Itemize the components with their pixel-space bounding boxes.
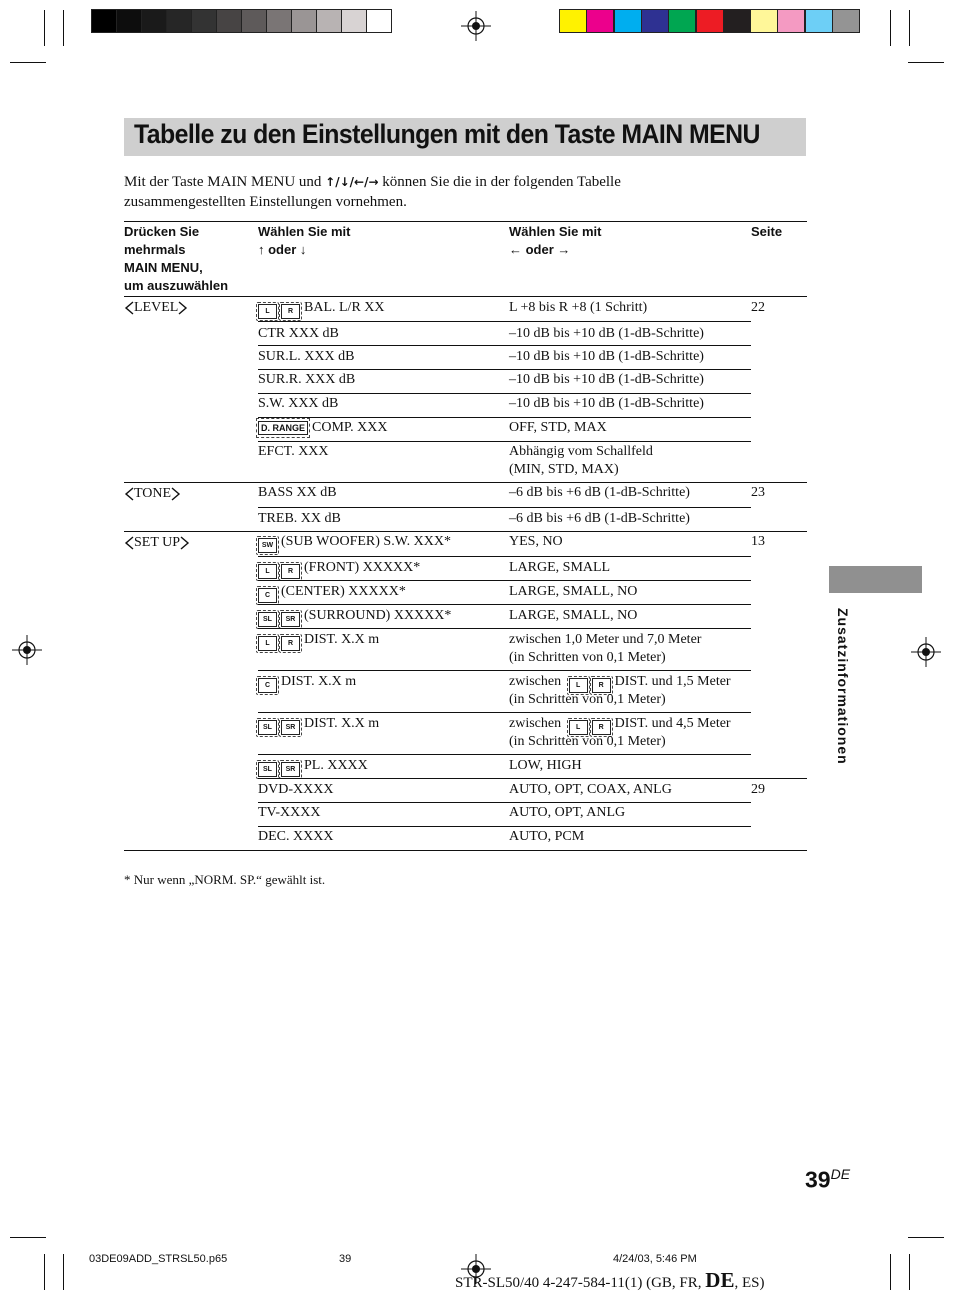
speaker-r-icon: R (592, 678, 611, 693)
table-row (258, 757, 368, 777)
row-rule (258, 628, 751, 629)
chevron-left-icon (124, 301, 134, 315)
speaker-c-icon: C (258, 678, 277, 693)
footer-file: 03DE09ADD_STRSL50.p65 (89, 1253, 228, 1265)
speaker-sr-icon: SR (281, 612, 300, 627)
header-line: mehrmals (124, 242, 186, 257)
group-tone (124, 485, 181, 503)
speaker-sl-icon: SL (258, 720, 277, 735)
setting-label: SUR.R. XXX dB (258, 372, 356, 387)
value-text: AUTO, PCM (509, 829, 585, 844)
row-rule (258, 369, 751, 370)
crop-mark (44, 1254, 45, 1290)
setting-label: TREB. XX dB (258, 511, 341, 526)
value-text: –10 dB bis +10 dB (1-dB-Schritte) (509, 326, 704, 341)
speaker-l-icon: L (569, 720, 588, 735)
table-row (258, 607, 451, 627)
gray-swatch (91, 9, 117, 33)
chevron-left-icon (124, 536, 134, 550)
value-text: L +8 bis R +8 (1 Schritt) (509, 300, 648, 315)
gray-swatch (191, 9, 217, 33)
color-swatch (614, 9, 642, 33)
header-col-group (124, 223, 228, 295)
setting-label: (SURROUND) XXXXX* (304, 608, 452, 623)
speaker-l-icon: L (258, 636, 277, 651)
crop-mark (909, 1254, 910, 1290)
row-rule (258, 826, 751, 827)
crop-mark (44, 10, 45, 46)
group-setup (124, 534, 190, 552)
speaker-sw-icon: SW (258, 538, 277, 553)
intro-text-part: können Sie die in der folgenden Tabelle (378, 174, 621, 190)
value-text: –10 dB bis +10 dB (1-dB-Schritte) (509, 396, 704, 411)
value-text: –6 dB bis +6 dB (1-dB-Schritte) (509, 485, 690, 500)
row-rule (258, 712, 751, 713)
value-text: YES, NO (509, 534, 563, 549)
row-rule (258, 556, 751, 557)
crop-mark (10, 62, 46, 63)
footer-page: 39 (339, 1253, 352, 1265)
footer-model-text: STR-SL50/40 4-247-584-11(1) (GB, FR, (455, 1275, 706, 1291)
row-rule (258, 321, 751, 322)
chevron-right-icon (180, 536, 190, 550)
group-label: LEVEL (134, 300, 179, 315)
group-label: SET UP (134, 535, 181, 550)
table-row (258, 419, 387, 437)
crop-mark (908, 1237, 944, 1238)
table-row (509, 715, 731, 735)
value-text: LARGE, SMALL, NO (509, 608, 638, 623)
color-swatch (641, 9, 669, 33)
registration-mark-icon (12, 635, 42, 665)
table-row (258, 559, 420, 579)
page-number-value: 39 (805, 1166, 831, 1193)
setting-label: DIST. X.X m (304, 716, 380, 731)
arrow-keys-icon: ↑/↓/←/→ (325, 175, 379, 189)
color-swatch (586, 9, 614, 33)
color-swatch (777, 9, 805, 33)
group-rule (124, 531, 807, 532)
row-rule (258, 778, 807, 779)
row-rule (258, 802, 751, 803)
color-swatch (559, 9, 587, 33)
footnote: * Nur wenn „NORM. SP.“ gewählt ist. (124, 872, 326, 887)
crop-mark (10, 1237, 46, 1238)
chevron-right-icon (178, 301, 188, 315)
setting-label: DIST. X.X m (304, 632, 380, 647)
setting-label: COMP. XXX (312, 420, 388, 435)
gray-swatch (341, 9, 367, 33)
registration-mark-icon (461, 11, 491, 41)
table-row (258, 673, 356, 693)
table-row (509, 673, 731, 693)
row-rule (258, 580, 751, 581)
value-text: OFF, STD, MAX (509, 420, 607, 435)
table-header-rule (124, 296, 807, 297)
speaker-c-icon: C (258, 588, 277, 603)
speaker-r-icon: R (281, 304, 300, 319)
setting-label: BASS XX dB (258, 485, 337, 500)
value-text: LOW, HIGH (509, 758, 582, 773)
value-text: DIST. und 4,5 Meter (614, 716, 731, 731)
gray-swatch (141, 9, 167, 33)
group-label: TONE (134, 486, 172, 501)
value-text: AUTO, OPT, COAX, ANLG (509, 782, 672, 797)
table-row (258, 715, 379, 735)
value-text: LARGE, SMALL (509, 560, 611, 575)
speaker-r-icon: R (592, 720, 611, 735)
setting-label: SUR.L. XXX dB (258, 349, 355, 364)
value-text: AUTO, OPT, ANLG (509, 805, 626, 820)
crop-mark (890, 1254, 891, 1290)
value-text: (MIN, STD, MAX) (509, 462, 619, 477)
row-rule (258, 393, 751, 394)
speaker-sl-icon: SL (258, 612, 277, 627)
value-text: Abhängig vom Schallfeld (509, 444, 653, 459)
gray-swatch (291, 9, 317, 33)
table-row (258, 299, 385, 319)
setting-label: (SUB WOOFER) S.W. XXX* (281, 534, 451, 549)
value-text: (in Schritten von 0,1 Meter) (509, 692, 666, 707)
crop-mark (63, 10, 64, 46)
page-ref: 13 (751, 534, 765, 549)
color-swatch (750, 9, 778, 33)
gray-swatch (366, 9, 392, 33)
gray-swatch (116, 9, 142, 33)
header-line: ← oder → (509, 242, 571, 257)
page-number-suffix: DE (830, 1166, 851, 1182)
setting-label: DIST. X.X m (281, 674, 357, 689)
crop-mark (908, 62, 944, 63)
page-ref: 22 (751, 300, 765, 315)
footer-date: 4/24/03, 5:46 PM (613, 1253, 697, 1265)
setting-label: PL. XXXX (304, 758, 368, 773)
page-number (805, 1166, 850, 1194)
chevron-right-icon (171, 487, 181, 501)
setting-label: (FRONT) XXXXX* (304, 560, 421, 575)
value-text: zwischen (509, 716, 562, 731)
side-section-label: Zusatzinformationen (835, 608, 851, 765)
footer-model-text: , ES) (734, 1275, 765, 1291)
intro-text-part: Mit der Taste MAIN MENU und (124, 174, 326, 190)
header-line: ↑ oder ↓ (258, 242, 307, 257)
footer-model-de: DE (705, 1268, 735, 1292)
row-rule (258, 604, 751, 605)
table-top-rule (124, 221, 807, 222)
value-text: –10 dB bis +10 dB (1-dB-Schritte) (509, 349, 704, 364)
row-rule (258, 441, 751, 442)
setting-label: CTR XXX dB (258, 326, 339, 341)
setting-label: EFCT. XXX (258, 444, 329, 459)
page-ref: 23 (751, 485, 765, 500)
setting-label: S.W. XXX dB (258, 396, 339, 411)
table-row (258, 583, 406, 603)
speaker-r-icon: R (281, 636, 300, 651)
row-rule (258, 754, 751, 755)
row-rule (258, 345, 751, 346)
speaker-sr-icon: SR (281, 720, 300, 735)
setting-label: TV-XXXX (258, 805, 321, 820)
speaker-l-icon: L (258, 564, 277, 579)
header-line: um auszuwählen (124, 278, 229, 293)
table-row (258, 631, 379, 651)
speaker-l-icon: L (569, 678, 588, 693)
crop-mark (890, 10, 891, 46)
header-line: Wählen Sie mit (258, 224, 351, 239)
header-line: MAIN MENU, (124, 260, 203, 275)
table-row (258, 533, 451, 553)
group-level (124, 299, 188, 317)
value-text: zwischen (509, 674, 562, 689)
color-swatch (805, 9, 833, 33)
header-col-page: Seite (751, 224, 783, 239)
setting-label: (CENTER) XXXXX* (281, 584, 406, 599)
speaker-r-icon: R (281, 564, 300, 579)
value-text: DIST. und 1,5 Meter (614, 674, 731, 689)
gray-swatch (216, 9, 242, 33)
registration-mark-icon (911, 637, 941, 667)
gray-swatch (316, 9, 342, 33)
header-line: Wählen Sie mit (509, 224, 602, 239)
crop-mark (909, 10, 910, 46)
value-text: zwischen 1,0 Meter und 7,0 Meter (509, 632, 702, 647)
color-swatch (668, 9, 696, 33)
setting-label: BAL. L/R XX (304, 300, 385, 315)
page-ref: 29 (751, 782, 765, 797)
speaker-l-icon: L (258, 304, 277, 319)
setting-label: DVD-XXXX (258, 782, 334, 797)
page-title: Tabelle zu den Einstellungen mit den Taste MAIN MENU (134, 119, 760, 149)
gray-swatch (166, 9, 192, 33)
d-range-icon: D. RANGE (258, 421, 308, 435)
speaker-sl-icon: SL (258, 762, 277, 777)
section-tab (829, 566, 922, 593)
header-col-value (509, 223, 601, 259)
row-rule (258, 507, 751, 508)
gray-swatch (241, 9, 267, 33)
crop-mark (63, 1254, 64, 1290)
value-text: LARGE, SMALL, NO (509, 584, 638, 599)
row-rule (258, 417, 751, 418)
gray-swatch (266, 9, 292, 33)
value-text: (in Schritten von 0,1 Meter) (509, 734, 666, 749)
row-rule (258, 670, 751, 671)
header-col-setting (258, 223, 350, 259)
setting-label: DEC. XXXX (258, 829, 334, 844)
speaker-sr-icon: SR (281, 762, 300, 777)
intro-text-part: zusammengestellten Einstellungen vornehmen. (124, 194, 407, 210)
chevron-left-icon (124, 487, 134, 501)
header-line: Drücken Sie (124, 224, 200, 239)
color-swatch (696, 9, 724, 33)
color-swatch (723, 9, 751, 33)
color-swatch (832, 9, 860, 33)
value-text: –6 dB bis +6 dB (1-dB-Schritte) (509, 511, 690, 526)
value-text: –10 dB bis +10 dB (1-dB-Schritte) (509, 372, 704, 387)
intro-text (124, 172, 814, 212)
footer-model (455, 1268, 764, 1293)
table-bottom-rule (124, 850, 807, 851)
group-rule (124, 482, 807, 483)
value-text: (in Schritten von 0,1 Meter) (509, 650, 666, 665)
